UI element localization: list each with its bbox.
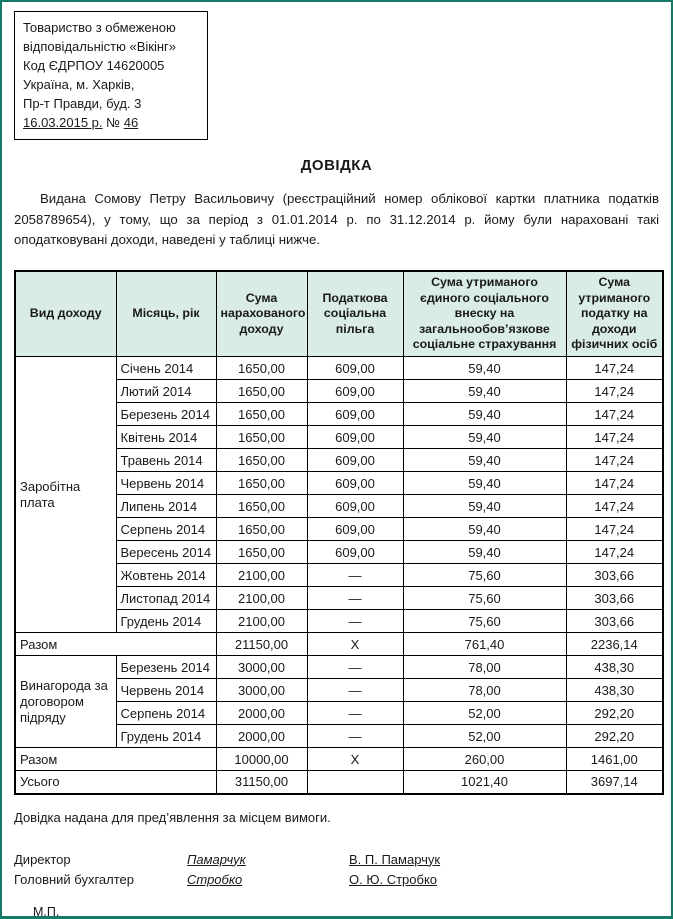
table-row bbox=[15, 656, 663, 679]
income-cell: 1650,00 bbox=[216, 472, 307, 495]
esv-cell: 75,60 bbox=[403, 610, 566, 633]
tax-cell: 147,24 bbox=[566, 495, 663, 518]
total-label-cell: Разом bbox=[15, 633, 216, 656]
month-cell: Січень 2014 bbox=[116, 357, 216, 380]
relief-cell: — bbox=[307, 679, 403, 702]
income-cell: 1650,00 bbox=[216, 380, 307, 403]
company-edrpou: Код ЄДРПОУ 14620005 bbox=[23, 58, 165, 73]
tax-cell: 147,24 bbox=[566, 541, 663, 564]
company-country-city: Україна, м. Харків, bbox=[23, 77, 135, 92]
company-name-line-1: Товариство з обмеженою bbox=[23, 20, 176, 35]
col-header-esv: Сума утриманого єдиного соціального внеску на загальнообов’язкове соціальне страхування bbox=[403, 271, 566, 357]
income-table bbox=[14, 270, 664, 795]
page-title: ДОВІДКА bbox=[300, 157, 373, 174]
month-cell: Грудень 2014 bbox=[116, 610, 216, 633]
relief-cell: 609,00 bbox=[307, 426, 403, 449]
month-cell: Грудень 2014 bbox=[116, 725, 216, 748]
esv-cell: 59,40 bbox=[403, 449, 566, 472]
income-type-cell: Заробітна плата bbox=[15, 357, 116, 633]
tax-cell: 147,24 bbox=[566, 357, 663, 380]
company-name-line-2: відповідальністю «Вікінг» bbox=[23, 39, 177, 54]
esv-cell: 59,40 bbox=[403, 403, 566, 426]
col-header-income-type: Вид доходу bbox=[15, 271, 116, 357]
esv-cell: 75,60 bbox=[403, 564, 566, 587]
esv-cell: 59,40 bbox=[403, 426, 566, 449]
signature-role: Головний бухгалтер bbox=[14, 871, 134, 887]
income-cell: 31150,00 bbox=[216, 771, 307, 794]
group-total-row bbox=[15, 633, 663, 656]
relief-cell: 609,00 bbox=[307, 518, 403, 541]
esv-cell: 78,00 bbox=[403, 656, 566, 679]
income-type-cell: Винагорода за договором підряду bbox=[15, 656, 116, 748]
month-cell: Вересень 2014 bbox=[116, 541, 216, 564]
tax-cell: 303,66 bbox=[566, 564, 663, 587]
signature-handwriting: Стробко bbox=[187, 871, 243, 887]
total-label-cell: Разом bbox=[15, 748, 216, 771]
income-cell: 2100,00 bbox=[216, 564, 307, 587]
signature-handwriting: Памарчук bbox=[187, 851, 246, 867]
seal-placeholder: М.П. bbox=[33, 904, 60, 919]
col-header-pdfo: Сума утриманого податку на доходи фізичних осіб bbox=[566, 271, 663, 357]
income-cell: 1650,00 bbox=[216, 518, 307, 541]
company-address: Пр-т Правди, буд. 3 bbox=[23, 96, 142, 111]
tax-cell: 292,20 bbox=[566, 725, 663, 748]
income-cell: 3000,00 bbox=[216, 656, 307, 679]
relief-cell: — bbox=[307, 725, 403, 748]
grand-total-row bbox=[15, 771, 663, 794]
esv-cell: 59,40 bbox=[403, 495, 566, 518]
month-cell: Червень 2014 bbox=[116, 679, 216, 702]
relief-cell: 609,00 bbox=[307, 357, 403, 380]
purpose-note: Довідка надана для пред’явлення за місцем вимоги. bbox=[14, 809, 331, 825]
month-cell: Листопад 2014 bbox=[116, 587, 216, 610]
income-cell: 1650,00 bbox=[216, 426, 307, 449]
document-date: 16.03.2015 р. bbox=[23, 115, 103, 130]
relief-cell: — bbox=[307, 564, 403, 587]
number-sign: № bbox=[106, 115, 121, 130]
esv-cell: 52,00 bbox=[403, 702, 566, 725]
income-cell: 1650,00 bbox=[216, 541, 307, 564]
tax-cell: 438,30 bbox=[566, 679, 663, 702]
signature-row-accountant bbox=[14, 867, 659, 887]
tax-cell: 147,24 bbox=[566, 380, 663, 403]
tax-cell: 147,24 bbox=[566, 426, 663, 449]
tax-cell: 147,24 bbox=[566, 403, 663, 426]
income-cell: 1650,00 bbox=[216, 449, 307, 472]
letterhead-box bbox=[14, 11, 208, 140]
esv-cell: 59,40 bbox=[403, 472, 566, 495]
month-cell: Серпень 2014 bbox=[116, 702, 216, 725]
tax-cell: 292,20 bbox=[566, 702, 663, 725]
income-cell: 2000,00 bbox=[216, 702, 307, 725]
month-cell: Липень 2014 bbox=[116, 495, 216, 518]
signature-row-director bbox=[14, 847, 659, 867]
esv-cell: 59,40 bbox=[403, 518, 566, 541]
signature-full-name: В. П. Памарчук bbox=[349, 851, 441, 867]
tax-cell: 2236,14 bbox=[566, 633, 663, 656]
income-cell: 2000,00 bbox=[216, 725, 307, 748]
table-row bbox=[15, 357, 663, 380]
esv-cell: 78,00 bbox=[403, 679, 566, 702]
signature-block bbox=[14, 847, 659, 887]
relief-cell: 609,00 bbox=[307, 495, 403, 518]
relief-cell: X bbox=[307, 633, 403, 656]
month-cell: Лютий 2014 bbox=[116, 380, 216, 403]
relief-cell bbox=[307, 771, 403, 794]
group-total-row bbox=[15, 748, 663, 771]
income-cell: 3000,00 bbox=[216, 679, 307, 702]
income-cell: 2100,00 bbox=[216, 610, 307, 633]
month-cell: Березень 2014 bbox=[116, 656, 216, 679]
income-cell: 1650,00 bbox=[216, 403, 307, 426]
col-header-accrued-income: Сума нарахованого доходу bbox=[216, 271, 307, 357]
document-number: 46 bbox=[123, 115, 139, 130]
esv-cell: 59,40 bbox=[403, 380, 566, 403]
document-date-number bbox=[23, 113, 199, 132]
relief-cell: X bbox=[307, 748, 403, 771]
relief-cell: — bbox=[307, 610, 403, 633]
esv-cell: 75,60 bbox=[403, 587, 566, 610]
month-cell: Червень 2014 bbox=[116, 472, 216, 495]
tax-cell: 303,66 bbox=[566, 587, 663, 610]
relief-cell: — bbox=[307, 656, 403, 679]
relief-cell: 609,00 bbox=[307, 449, 403, 472]
esv-cell: 260,00 bbox=[403, 748, 566, 771]
income-cell: 10000,00 bbox=[216, 748, 307, 771]
relief-cell: 609,00 bbox=[307, 380, 403, 403]
intro-paragraph: Видана Сомову Петру Васильовичу (реєстраційний номер облікової картки платника податків 2058789654), у тому, що за період з 01.01.2014 р. по 31.12.2014 р. йому були нараховані такі оподатковувані доходи, наведені у таблиці нижче. bbox=[14, 191, 659, 247]
tax-cell: 147,24 bbox=[566, 472, 663, 495]
relief-cell: — bbox=[307, 587, 403, 610]
esv-cell: 1021,40 bbox=[403, 771, 566, 794]
tax-cell: 303,66 bbox=[566, 610, 663, 633]
income-cell: 2100,00 bbox=[216, 587, 307, 610]
month-cell: Квітень 2014 bbox=[116, 426, 216, 449]
month-cell: Травень 2014 bbox=[116, 449, 216, 472]
signature-full-name: О. Ю. Стробко bbox=[349, 871, 438, 887]
esv-cell: 59,40 bbox=[403, 541, 566, 564]
income-cell: 1650,00 bbox=[216, 357, 307, 380]
relief-cell: — bbox=[307, 702, 403, 725]
income-cell: 1650,00 bbox=[216, 495, 307, 518]
esv-cell: 59,40 bbox=[403, 357, 566, 380]
tax-cell: 147,24 bbox=[566, 518, 663, 541]
esv-cell: 761,40 bbox=[403, 633, 566, 656]
income-cell: 21150,00 bbox=[216, 633, 307, 656]
month-cell: Жовтень 2014 bbox=[116, 564, 216, 587]
col-header-month-year: Місяць, рік bbox=[116, 271, 216, 357]
relief-cell: 609,00 bbox=[307, 403, 403, 426]
month-cell: Березень 2014 bbox=[116, 403, 216, 426]
grand-total-label-cell: Усього bbox=[15, 771, 216, 794]
relief-cell: 609,00 bbox=[307, 541, 403, 564]
tax-cell: 438,30 bbox=[566, 656, 663, 679]
col-header-tax-relief: Податкова соціальна пільга bbox=[307, 271, 403, 357]
month-cell: Серпень 2014 bbox=[116, 518, 216, 541]
relief-cell: 609,00 bbox=[307, 472, 403, 495]
signature-role: Директор bbox=[14, 851, 71, 867]
tax-cell: 3697,14 bbox=[566, 771, 663, 794]
table-header-row bbox=[15, 271, 663, 357]
esv-cell: 52,00 bbox=[403, 725, 566, 748]
tax-cell: 147,24 bbox=[566, 449, 663, 472]
tax-cell: 1461,00 bbox=[566, 748, 663, 771]
